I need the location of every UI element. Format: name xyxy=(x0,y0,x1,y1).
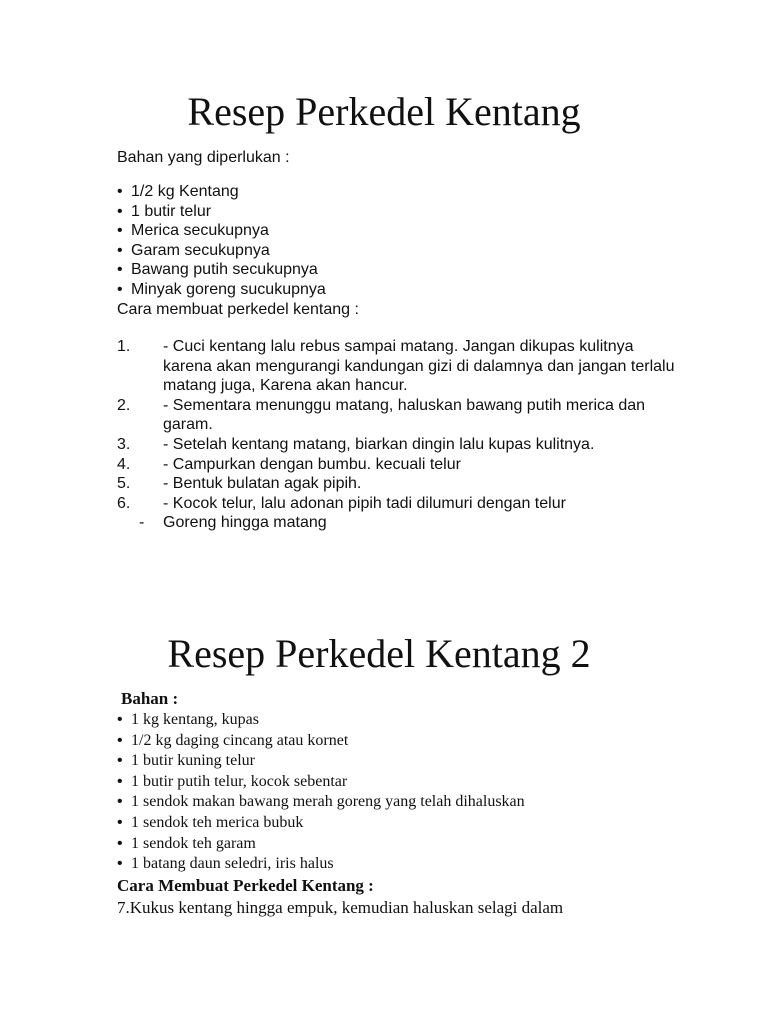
ingredient-list-2 xyxy=(117,710,525,875)
bullet-icon: • xyxy=(117,793,123,811)
recipe-title-1: Resep Perkedel Kentang xyxy=(187,89,581,134)
step-number: 7. xyxy=(117,898,130,917)
list-item: • 1/2 kg daging cincang atau kornet xyxy=(117,731,525,752)
bullet-icon: • xyxy=(117,772,123,790)
bullet-icon: • xyxy=(117,222,123,240)
step-text: - Setelah kentang matang, biarkan dingin lalu kupas kulitnya. xyxy=(163,435,595,453)
step-text: - Bentuk bulatan agak pipih. xyxy=(163,475,362,493)
step-text: - Campurkan dengan bumbu. kecuali telur xyxy=(163,455,461,473)
step-list-1 xyxy=(117,337,677,533)
list-item: • Garam secukupnya xyxy=(117,241,270,259)
bullet-icon: • xyxy=(117,280,123,298)
bullet-icon: • xyxy=(117,855,123,873)
step-item xyxy=(117,513,677,533)
ingredients-heading-2: Bahan : xyxy=(121,689,179,708)
list-item: • Minyak goreng sucukupnya xyxy=(117,280,326,298)
list-item: • 1 kg kentang, kupas xyxy=(117,710,525,731)
list-item: • 1 sendok teh garam xyxy=(117,834,525,855)
method-heading-2: Cara Membuat Perkedel Kentang : xyxy=(117,876,374,895)
step-item xyxy=(117,396,677,435)
list-item: • 1 sendok makan bawang merah goreng yang telah dihaluskan xyxy=(117,792,525,813)
step-item xyxy=(117,455,677,475)
list-item: • 1/2 kg Kentang xyxy=(117,183,239,200)
step-number: 1. xyxy=(117,338,131,355)
step-text: - Sementara menunggu matang, haluskan bawang putih merica dan garam. xyxy=(163,396,646,434)
ingredients-intro: Bahan yang diperlukan : xyxy=(117,149,290,166)
bullet-icon: • xyxy=(117,183,123,200)
step-number: 5. xyxy=(117,475,131,493)
bullet-icon: • xyxy=(117,834,123,852)
step-text: Kukus kentang hingga empuk, kemudian haluskan selagi dalam xyxy=(129,898,564,917)
step-item xyxy=(117,474,677,494)
bullet-icon: • xyxy=(117,202,123,220)
step-number: 3. xyxy=(117,435,131,453)
step-item xyxy=(117,494,677,514)
recipe-title-2: Resep Perkedel Kentang 2 xyxy=(167,631,591,676)
ingredient-list-1 xyxy=(117,182,326,300)
list-item: • 1 butir putih telur, kocok sebentar xyxy=(117,772,525,793)
bullet-icon: • xyxy=(117,752,123,770)
step-text: - Kocok telur, lalu adonan pipih tadi dilumuri dengan telur xyxy=(163,494,566,512)
step-number: 6. xyxy=(117,494,131,512)
bullet-icon: • xyxy=(117,261,123,279)
step-text: - Cuci kentang lalu rebus sampai matang. Jangan dikupas kulitnya karena akan mengurangi kandungan gizi di dalamnya dan jangan terlalu matang juga, Karena akan hancur. xyxy=(163,338,675,395)
bullet-icon: • xyxy=(117,711,123,728)
bullet-icon: • xyxy=(117,241,123,259)
list-item: • 1 batang daun seledri, iris halus xyxy=(117,854,525,875)
step-item xyxy=(117,337,677,396)
step-number: 4. xyxy=(117,455,131,473)
bullet-icon: • xyxy=(117,813,123,831)
list-item: • Bawang putih secukupnya xyxy=(117,261,318,279)
list-item: • 1 butir kuning telur xyxy=(117,751,525,772)
step-dash: - xyxy=(139,514,145,532)
step-text: Goreng hingga matang xyxy=(163,514,327,532)
step-item xyxy=(117,897,563,918)
method-heading-1: Cara membuat perkedel kentang : xyxy=(117,301,359,318)
list-item: • Merica secukupnya xyxy=(117,222,269,240)
bullet-icon: • xyxy=(117,731,123,749)
list-item: • 1 sendok teh merica bubuk xyxy=(117,813,525,834)
list-item: • 1 butir telur xyxy=(117,202,212,220)
step-number: 2. xyxy=(117,396,131,414)
step-item xyxy=(117,435,677,455)
